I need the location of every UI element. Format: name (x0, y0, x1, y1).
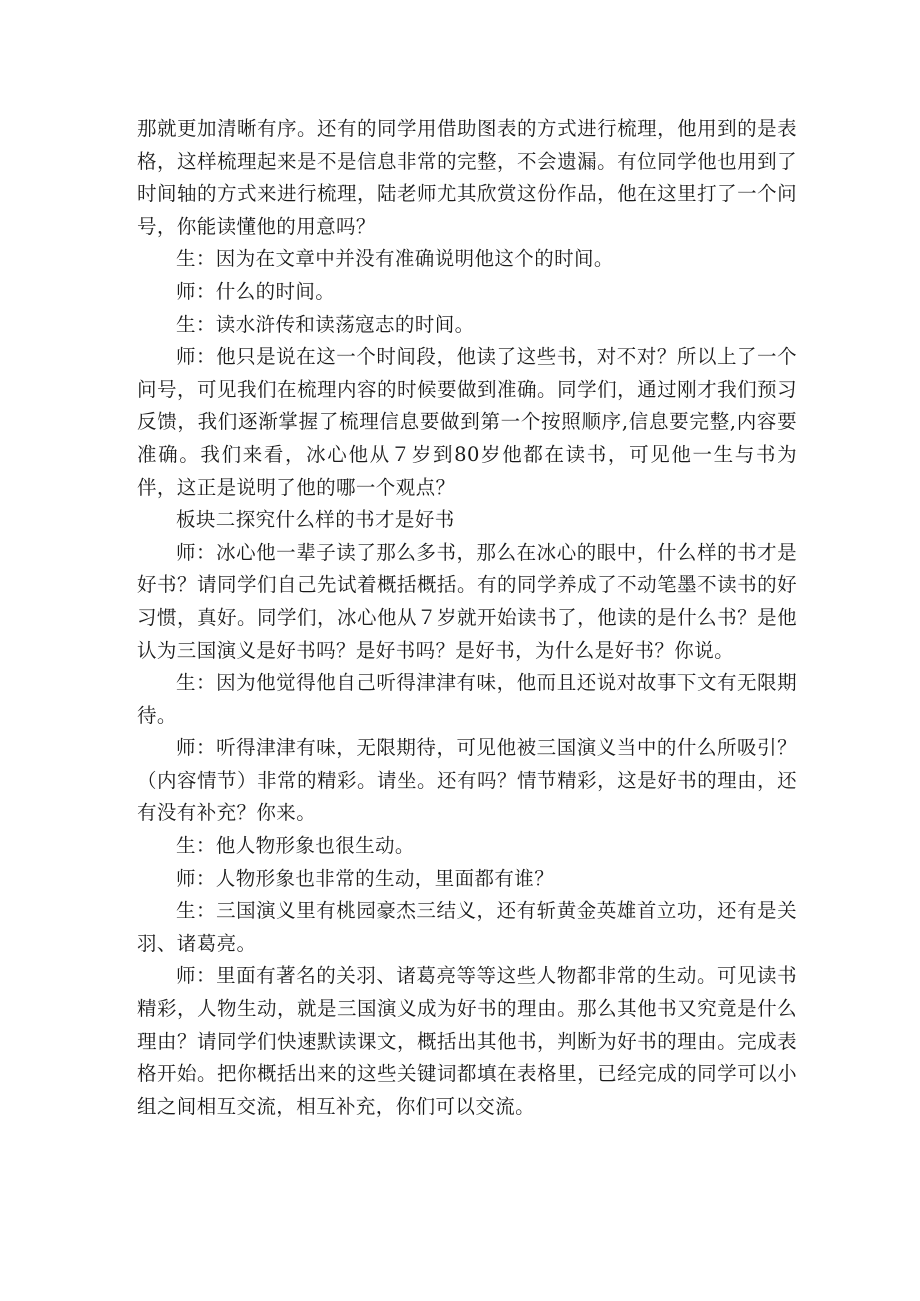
paragraph: 生：因为在文章中并没有准确说明他这个的时间。 (176, 247, 614, 271)
paragraph: 生：因为他觉得他自己听得津津有味，他而且还说对故事下文有无限期待。 (137, 671, 797, 727)
paragraph: 师：什么的时间。 (176, 279, 336, 303)
paragraph: 生：他人物形象也很生动。 (176, 834, 415, 858)
paragraph: 师：他只是说在这一个时间段，他读了这些书，对不对？所以上了一个问号，可见我们在梳理内容的时候要做到准确。同学们，通过刚才我们预习反馈，我们逐渐掌握了梳理信息要做到第一个按照顺序,信息要完整,内容要准确。我们来看，冰心他从７岁到80岁他都在读书，可见他一生与书为伴，这正是说明了他的哪一个观点？ (137, 345, 797, 499)
paragraph: 师：人物形象也非常的生动，里面都有谁？ (176, 866, 555, 890)
paragraph: 师：听得津津有味，无限期待，可见他被三国演义当中的什么所吸引？（内容情节）非常的精彩。请坐。还有吗？情节精彩，这是好书的理由，还有没有补充？你来。 (137, 736, 797, 825)
paragraph: 师：里面有著名的关羽、诸葛亮等等这些人物都非常的生动。可见读书精彩，人物生动，就是三国演义成为好书的理由。那么其他书又究竟是什么理由？请同学们快速默读课文，概括出其他书，判断为好书的理由。完成表格开始。把你概括出来的这些关键词都填在表格里，已经完成的同学可以小组之间相互交流，相互补充，你们可以交流。 (137, 964, 797, 1118)
paragraph: 生：三国演义里有桃园豪杰三结义，还有斩黄金英雄首立功，还有是关羽、诸葛亮。 (137, 899, 797, 955)
paragraph: 生：读水浒传和读荡寇志的时间。 (176, 312, 475, 336)
document-body (137, 113, 797, 1123)
paragraph: 师：冰心他一辈子读了那么多书，那么在冰心的眼中，什么样的书才是好书？请同学们自己先试着概括概括。有的同学养成了不动笔墨不读书的好习惯，真好。同学们，冰心他从７岁就开始读书了，他读的是什么书？是他认为三国演义是好书吗？是好书吗？是好书，为什么是好书？你说。 (137, 540, 797, 662)
section-heading: 板块二探究什么样的书才是好书 (176, 508, 455, 532)
paragraph: 那就更加清晰有序。还有的同学用借助图表的方式进行梳理，他用到的是表格，这样梳理起来是不是信息非常的完整，不会遗漏。有位同学他也用到了时间轴的方式来进行梳理，陆老师尤其欣赏这份作品，他在这里打了一个问号，你能读懂他的用意吗？ (137, 117, 797, 238)
